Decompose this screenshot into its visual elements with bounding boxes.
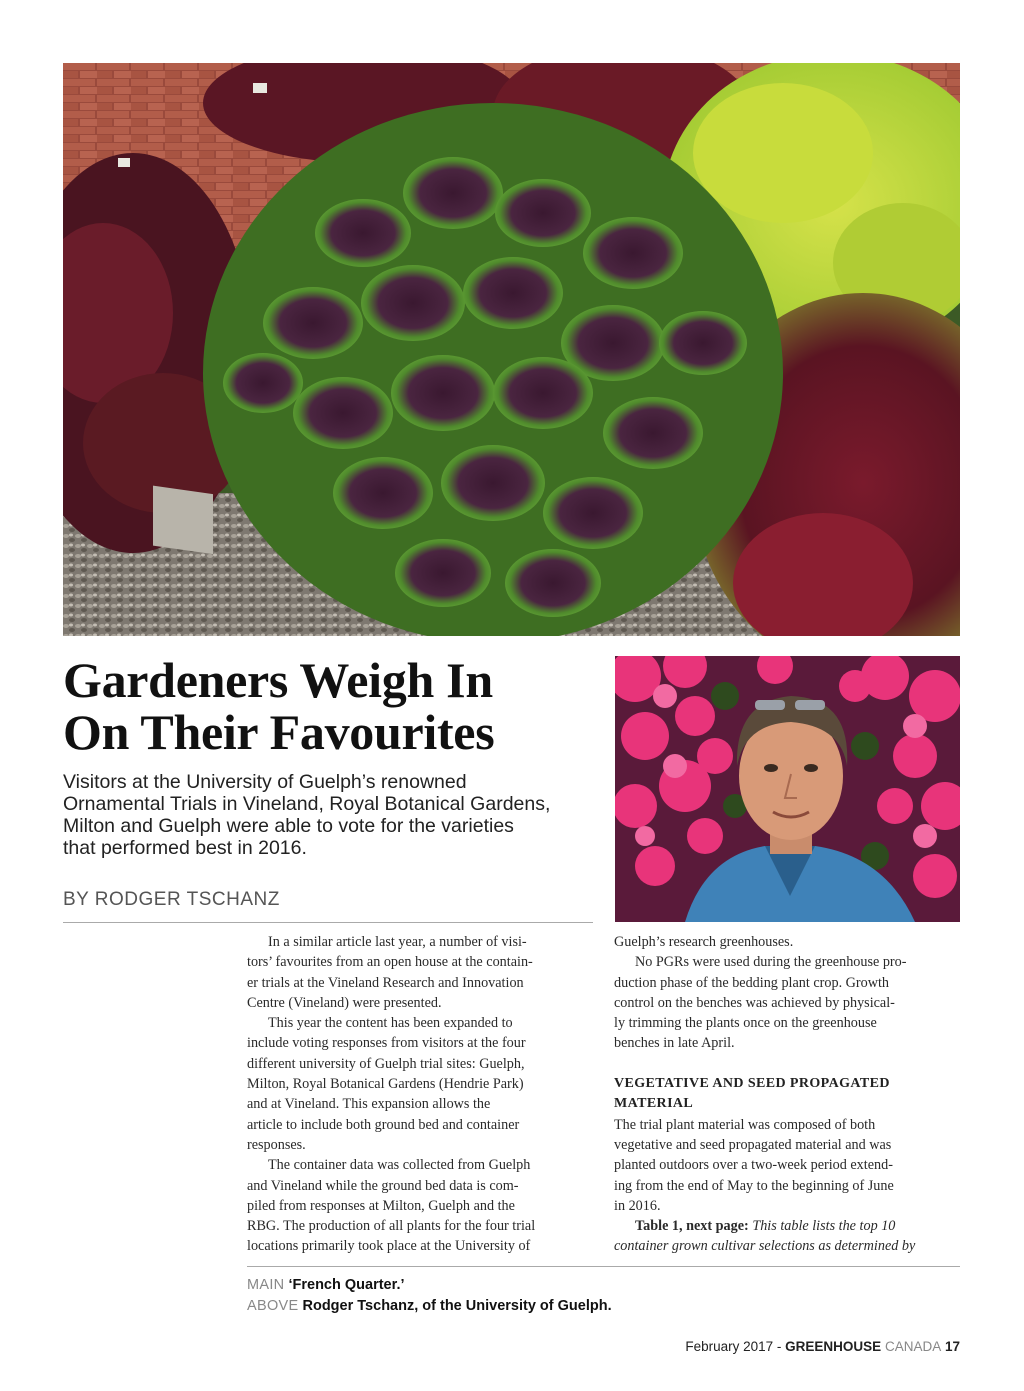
- body-column-left: [247, 932, 587, 1257]
- body-line: tors’ favourites from an open house at the contain-: [247, 954, 533, 971]
- body-line: The container data was collected from Guelph: [268, 1157, 531, 1174]
- body-line: vegetative and seed propagated material and was: [614, 1136, 892, 1153]
- body-line: The trial plant material was composed of both: [614, 1116, 876, 1133]
- body-line: This year the content has been expanded to: [268, 1015, 513, 1032]
- caption-main-text: ‘French Quarter.’: [288, 1277, 405, 1293]
- paragraph-gap: [614, 1054, 960, 1074]
- headline-line-1: Gardeners Weigh In: [63, 652, 493, 708]
- body-line: planted outdoors over a two-week period extend-: [614, 1157, 893, 1174]
- body-line: piled from responses at Milton, Guelph and the: [247, 1197, 515, 1214]
- footer-magazine-name-suffix: CANADA: [881, 1339, 942, 1354]
- deck-line: that performed best in 2016.: [63, 837, 307, 859]
- body-line: ing from the end of May to the beginning of June: [614, 1177, 894, 1194]
- caption-above: [247, 1296, 612, 1317]
- body-line: in 2016.: [614, 1197, 661, 1214]
- caption-main: [247, 1275, 612, 1296]
- caption-above-key: ABOVE: [247, 1298, 299, 1314]
- body-line: control on the benches was achieved by physical-: [614, 994, 895, 1011]
- caption-divider: [247, 1266, 960, 1267]
- deck-line: Milton and Guelph were able to vote for the varieties: [63, 815, 514, 837]
- body-line: duction phase of the bedding plant crop. Growth: [614, 974, 890, 991]
- body-line: and at Vineland. This expansion allows the: [247, 1096, 491, 1113]
- deck-line: Ornamental Trials in Vineland, Royal Botanical Gardens,: [63, 793, 551, 815]
- body-line: benches in late April.: [614, 1035, 735, 1052]
- body-line: ly trimming the plants once on the greenhouse: [614, 1015, 877, 1032]
- portrait-image: [615, 656, 960, 922]
- article-deck: [63, 771, 603, 859]
- table-reference: [614, 1216, 960, 1236]
- body-line: responses.: [247, 1136, 306, 1153]
- table-reference-text: container grown cultivar selections as determined by: [614, 1238, 916, 1255]
- body-line: article to include both ground bed and container: [247, 1116, 520, 1133]
- headline-line-2: On Their Favourites: [63, 704, 495, 760]
- body-line: RBG. The production of all plants for the four trial: [247, 1218, 536, 1235]
- body-line: Guelph’s research greenhouses.: [614, 934, 794, 950]
- body-line: different university of Guelph trial sites: Guelph,: [247, 1055, 525, 1072]
- body-line: In a similar article last year, a number of visi-: [268, 934, 527, 950]
- body-line: Milton, Royal Botanical Gardens (Hendrie Park): [247, 1076, 524, 1093]
- table-reference-text: This table lists the top 10: [748, 1218, 896, 1235]
- section-subhead: VEGETATIVE AND SEED PROPAGATED: [614, 1076, 890, 1092]
- body-line: Centre (Vineland) were presented.: [247, 994, 442, 1011]
- body-line: locations primarily took place at the University of: [247, 1238, 531, 1255]
- caption-above-text: Rodger Tschanz, of the University of Guelph.: [302, 1298, 612, 1314]
- portrait-photo: [615, 656, 960, 922]
- footer-date: February 2017 -: [685, 1339, 786, 1354]
- table-reference-label: Table 1, next page:: [635, 1218, 749, 1235]
- footer-magazine-name: GREENHOUSE: [785, 1339, 882, 1354]
- page-number: 17: [941, 1339, 960, 1354]
- page-footer: [685, 1339, 960, 1354]
- body-line: include voting responses from visitors at the four: [247, 1035, 526, 1052]
- article-headline: [63, 654, 603, 758]
- section-subhead: MATERIAL: [614, 1096, 694, 1112]
- coleus-photo-image: [63, 63, 960, 636]
- body-line: and Vineland while the ground bed data is com-: [247, 1177, 519, 1194]
- main-photo: [63, 63, 960, 636]
- body-line: No PGRs were used during the greenhouse pro-: [635, 954, 907, 971]
- byline: BY RODGER TSCHANZ: [63, 889, 280, 910]
- caption-main-key: MAIN: [247, 1277, 285, 1293]
- body-column-right: [614, 932, 960, 1257]
- photo-captions: [247, 1275, 612, 1317]
- deck-line: Visitors at the University of Guelph’s renowned: [63, 771, 467, 793]
- byline-divider: [63, 922, 593, 923]
- body-line: er trials at the Vineland Research and Innovation: [247, 974, 524, 991]
